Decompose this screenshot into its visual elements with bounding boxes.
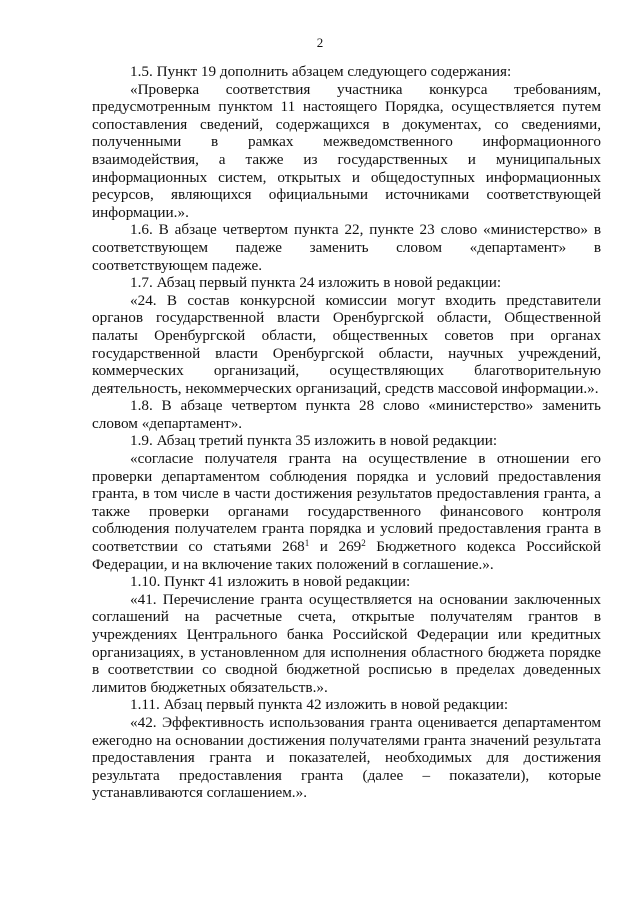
paragraph-quote-35 <box>92 450 601 573</box>
superscript-article-268: 1 <box>304 538 310 549</box>
paragraph-1-8: 1.8. В абзаце четвертом пункта 28 слово «министерство» заменить словом «департамент». <box>92 397 601 432</box>
paragraph-quote-42: «42. Эффективность использования гранта оценивается департаментом ежегодно на основании достижения получателями гранта значений результата предоставления гранта и показателей, необходимых для достижения результата предоставления гранта (далее – показатели), которые устанавливаются соглашением.». <box>92 713 601 802</box>
paragraph-quote-24: «24. В состав конкурсной комиссии могут входить представители органов государственной власти Оренбургской области, Общественной палаты Оренбургской области, общественных советов при органах государственной власти Оренбургской области, научных учреждений, коммерческих организаций, осуществляющих благотворительную деятельность, некоммерческих организаций, средств массовой информации.». <box>92 291 601 397</box>
paragraph-1-10: 1.10. Пункт 41 изложить в новой редакции: <box>130 573 411 591</box>
paragraph-quote-41: «41. Перечисление гранта осуществляется на основании заключенных соглашений на расчетные счета, открытые получателям грантов в учреждениях Центрального банка Российской Федерации или кредитных организациях, в установленном для исполнения областного бюджета порядке в соответствии со сводной бюджетной росписью в пределах доведенных лимитов бюджетных обязательств.». <box>92 590 601 696</box>
paragraph-1-7: 1.7. Абзац первый пункта 24 изложить в новой редакции: <box>130 274 502 292</box>
paragraph-quote-19: «Проверка соответствия участника конкурса требованиям, предусмотренным пунктом 11 настоящего Порядка, осуществляется путем сопоставления сведений, содержащихся в документах, со сведениями, полученными в рамках межведомственного информационного взаимодействия, а также из государственных и муниципальных информационных систем, открытых и общедоступных информационных ресурсов, являющихся официальными источниками соответствующей информации.». <box>92 80 601 221</box>
paragraph-quote-35-part2: и 269 <box>309 538 362 556</box>
paragraph-quote-35-part3: Бюджетного кодекса Российской Федерации, и на включение таких положений в соглашение.». <box>92 538 601 573</box>
paragraph-quote-35-part1: «согласие получателя гранта на осуществление в отношении его проверки департаментом соблюдения порядка и условий предоставления гранта, в том числе в части достижения результатов предоставления гранта, а также проверки органами государственного финансового контроля соблюдения получателем гранта порядка и условий предоставления гранта в соответствии со статьями 268 <box>92 450 601 556</box>
paragraph-1-9: 1.9. Абзац третий пункта 35 изложить в новой редакции: <box>130 432 498 450</box>
paragraph-1-6: 1.6. В абзаце четвертом пункта 22, пункте 23 слово «министерство» в соответствующем падеже заменить словом «департамент» в соответствующем падеже. <box>92 221 601 274</box>
document-body <box>92 63 601 802</box>
page-number: 2 <box>316 35 324 50</box>
superscript-article-269: 2 <box>361 538 366 549</box>
paragraph-1-11: 1.11. Абзац первый пункта 42 изложить в новой редакции: <box>130 696 509 714</box>
paragraph-1-5: 1.5. Пункт 19 дополнить абзацем следующего содержания: <box>130 63 512 80</box>
